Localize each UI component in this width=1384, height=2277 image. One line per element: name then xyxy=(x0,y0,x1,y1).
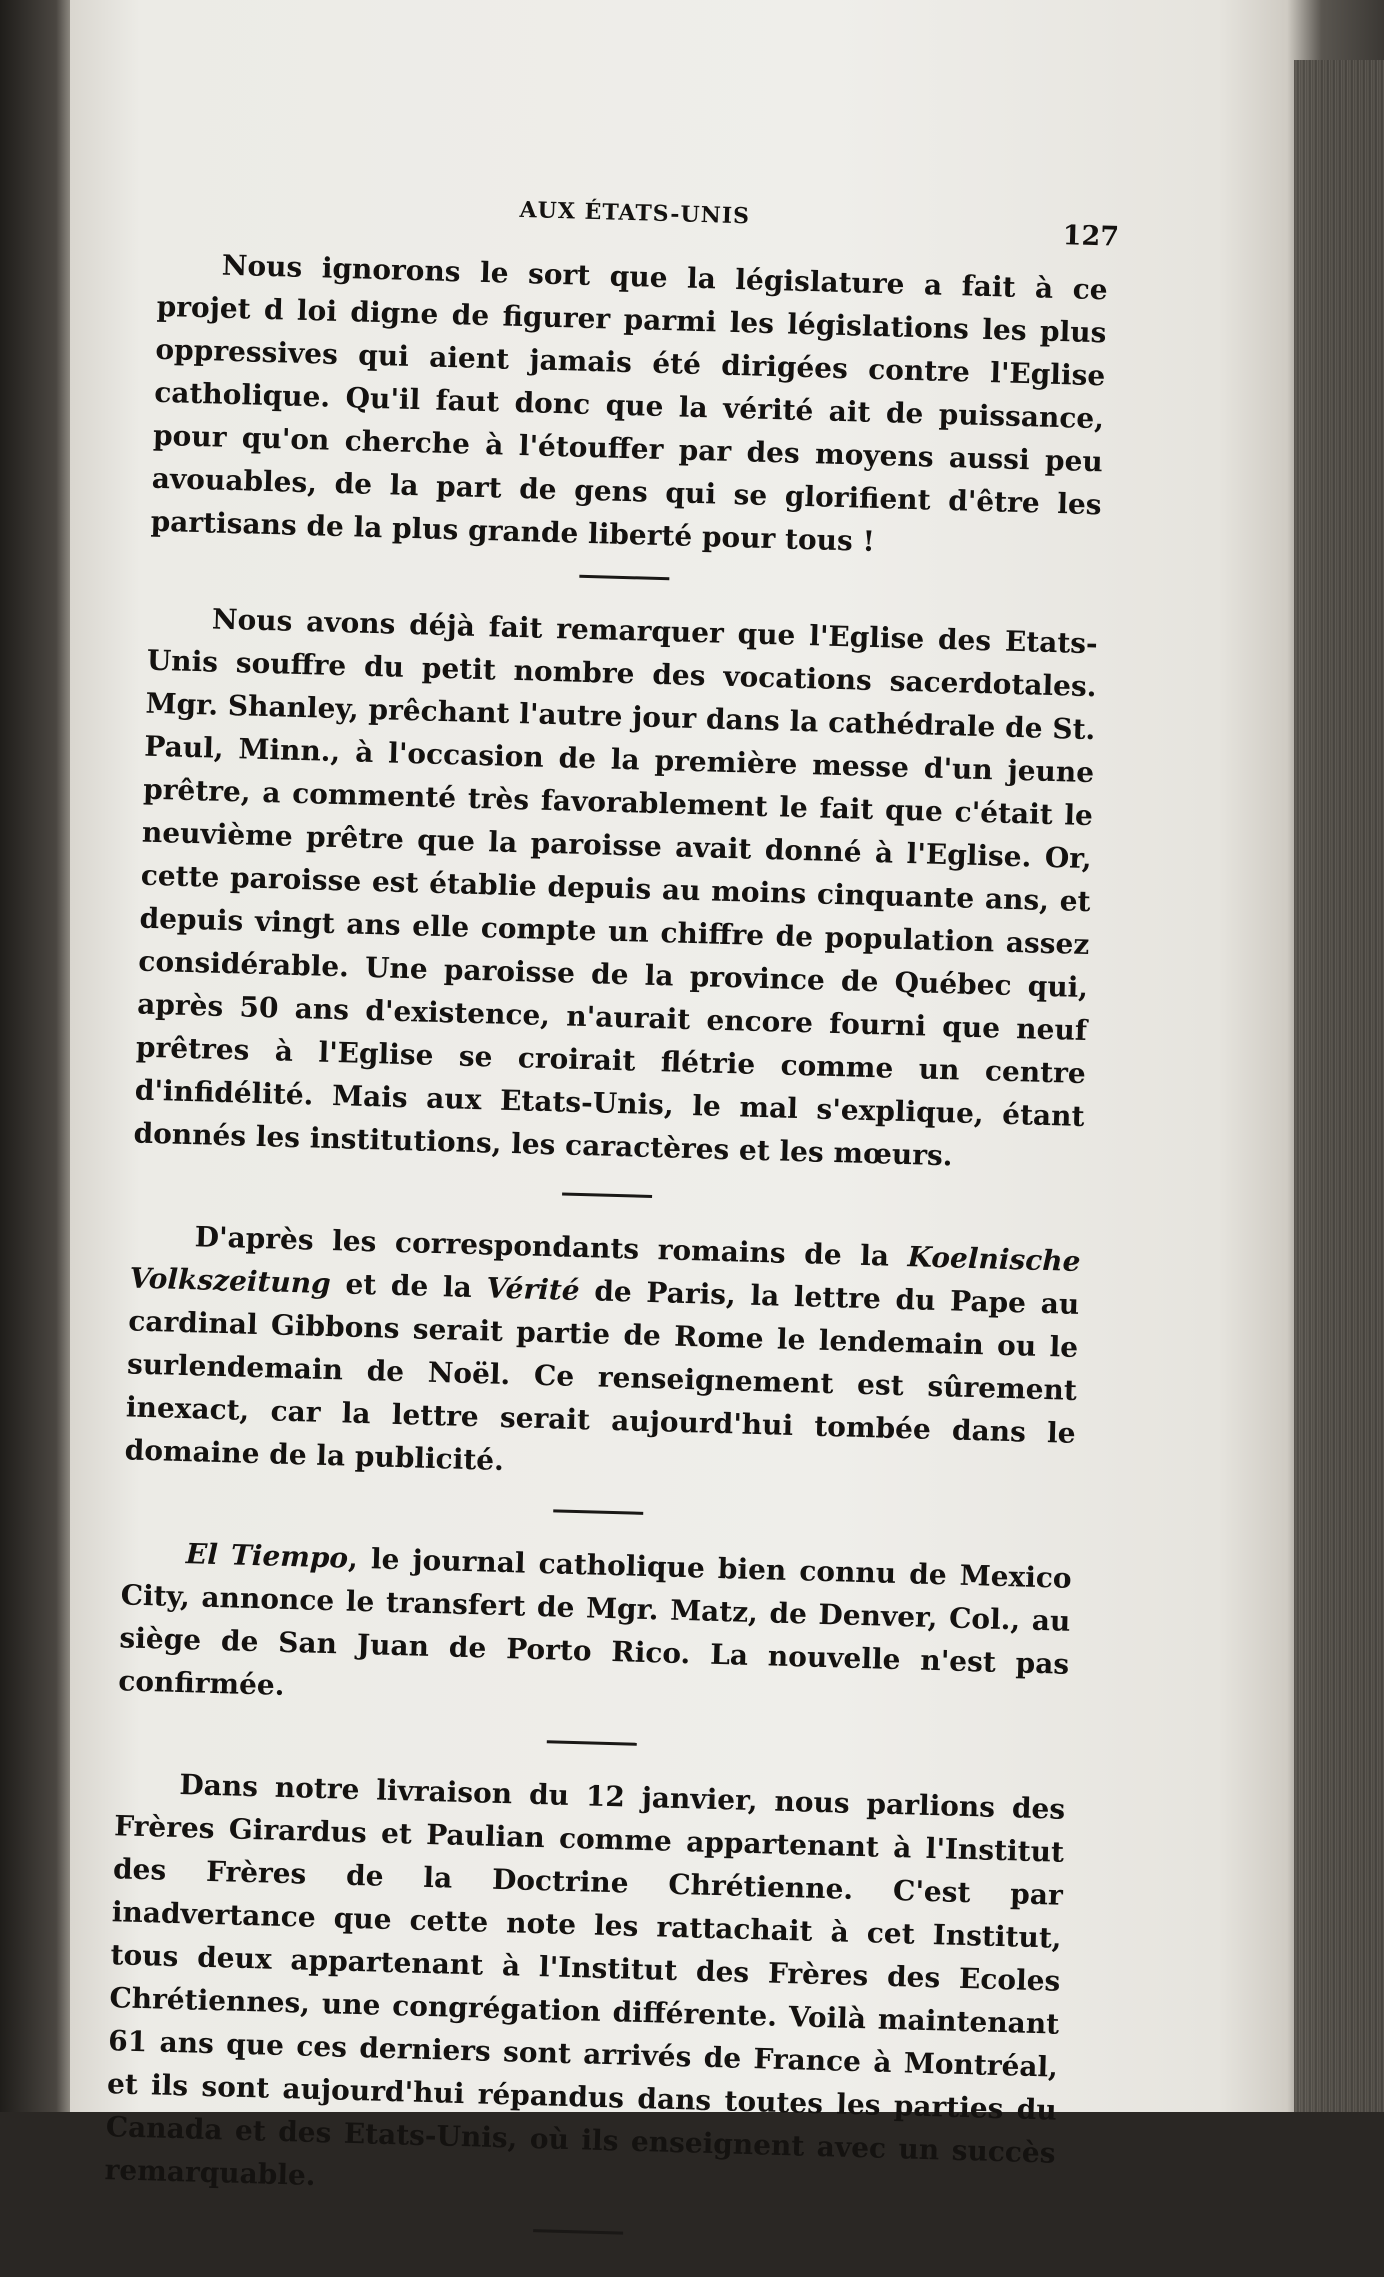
newspaper-title-koelnische: Koelnische Volkszeitung xyxy=(129,1240,1081,1301)
paragraph-text: Dans notre livraison du 12 janvier, nous parlions des Frères Girardus et Paulian comme appartenant à l'Institut des Frères de la Doctrine Chrétienne. C'est par inadvertance que cette note les rattachait à cet Institut, tous deux appartenant à l'Institut des Frères des Ecoles Chrétiennes, une congrégation différente. Voilà maintenant 61 ans que ces derniers sont arrivés de France à Montréal, et ils sont aujourd'hui répandus dans toutes les parties du Canada et des Etats-Unis, où ils enseignent avec un succès remarquable. xyxy=(104,1768,1066,2192)
paragraph-legislature xyxy=(150,242,1108,569)
section-divider xyxy=(579,575,669,581)
running-header xyxy=(139,186,1140,254)
paragraph-text: de Paris, la lettre du Pape au cardinal Gibbons serait partie de Rome le lendemain ou le surlendemain de Noël. Ce renseignement est sûrement inexact, car la lettre serait aujourd'hui tombée dans le domaine de la publicité. xyxy=(124,1274,1080,1477)
paragraph-vocations xyxy=(133,596,1098,1181)
book-page xyxy=(89,146,1141,2192)
section-divider xyxy=(547,1740,637,1746)
paragraph-text: et de la xyxy=(330,1267,487,1305)
newspaper-title-el-tiempo: El Tiempo xyxy=(185,1537,349,1575)
header-title: AUX ÉTATS-UNIS xyxy=(519,196,751,230)
page-number: 127 xyxy=(1062,220,1120,253)
section-divider xyxy=(562,1192,652,1198)
newspaper-title-verite: Vérité xyxy=(486,1271,581,1308)
paragraph-text: , le journal catholique bien connu de Mexico City, annonce le transfert de Mgr. Matz, de Denver, Col., au siège de San Juan de Porto Rico. La nouvelle n'est pas confirmée. xyxy=(117,1541,1073,1702)
section-divider xyxy=(553,1509,643,1515)
paragraph-papal-letter xyxy=(124,1213,1081,1497)
paragraph-el-tiempo xyxy=(118,1530,1072,1728)
paragraph-text: Nous ignorons le sort que la législature a fait à ce projet d loi digne de figurer parmi les législations les plus oppressives qui aient jamais été dirigées contre l'Eglise catholique. Qu'il faut donc que la vérité ait de puissance, pour qu'on cherche à l'étouffer par des moyens aussi peu avouables, de la part de gens qui se glorifient d'être les partisans de la plus grande liberté pour tous ! xyxy=(150,248,1109,558)
book-spine-edge xyxy=(0,0,70,2112)
page-body xyxy=(102,242,1108,2277)
paragraph-text: D'après les correspondants romains de la xyxy=(194,1220,909,1274)
paragraph-freres xyxy=(104,1761,1066,2217)
page-stack-edge xyxy=(1294,60,1384,2112)
paragraph-text: Nous avons déjà fait remarquer que l'Eglise des Etats-Unis souffre du petit nombre des vocations sacerdotales. Mgr. Shanley, prêchant l'autre jour dans la cathédrale de St. Paul, Minn., à l'occasion de la première messe d'un jeune prêtre, a commenté très favorablement le fait que c'était le neuvième prêtre que la paroisse avait donné à l'Eglise. Or, cette paroisse est établie depuis au moins cinquante ans, et depuis vingt ans elle compte un chiffre de population assez considérable. Une paroisse de la province de Québec qui, après 50 ans d'existence, n'aurait encore fourni que neuf prêtres à l'Eglise se croirait flétrie comme un centre d'infidélité. Mais aux Etats-Unis, le mal s'explique, étant donnés les institutions, les caractères et les mœurs. xyxy=(133,602,1099,1173)
section-divider xyxy=(533,2229,623,2235)
